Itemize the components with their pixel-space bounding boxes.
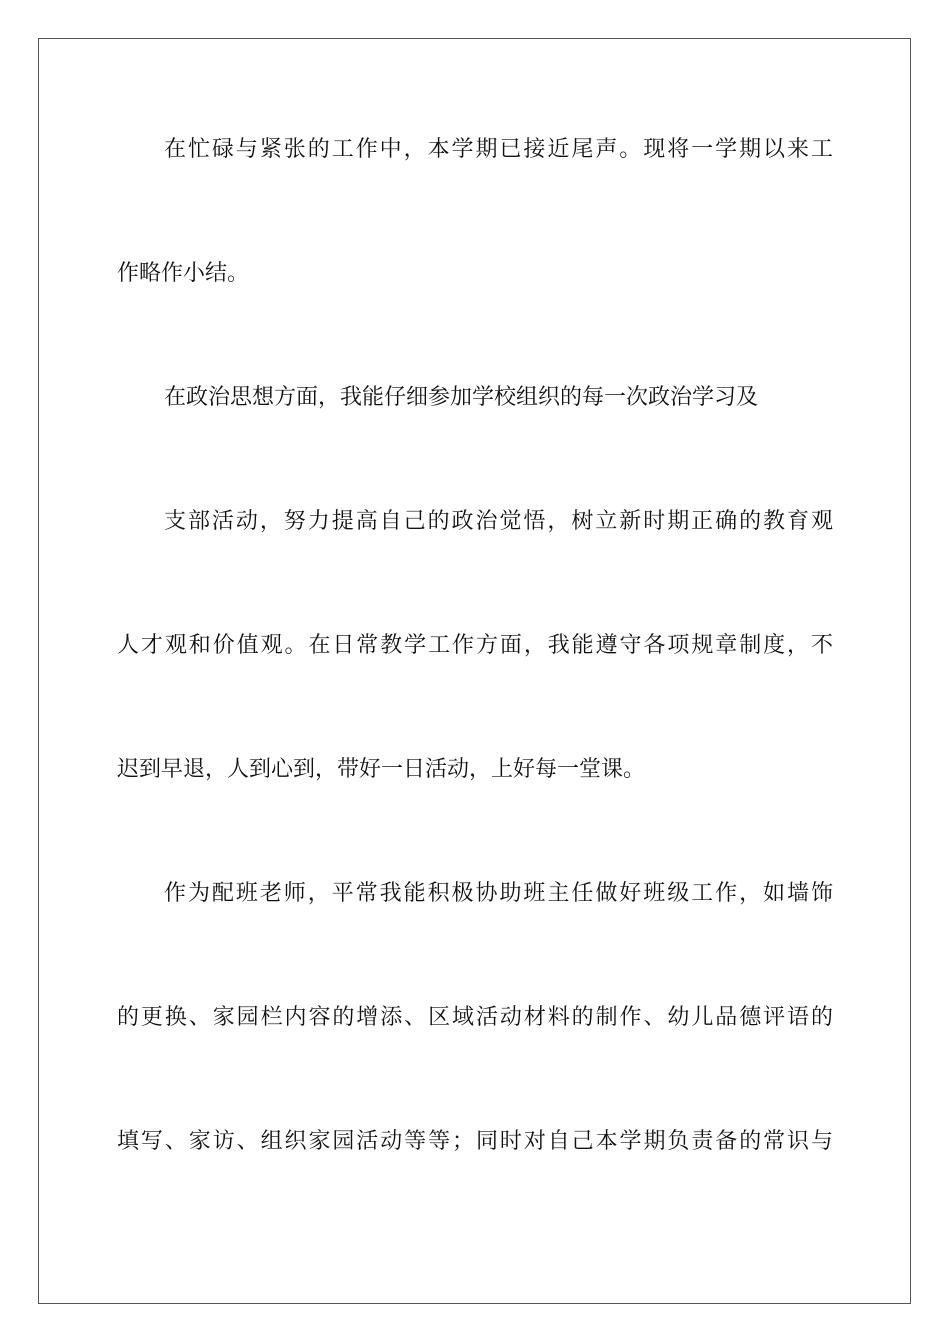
paragraph-2-line-2: 支部活动，努力提高自己的政治觉悟，树立新时期正确的教育观 [164, 509, 833, 534]
paragraph-3-line-3: 填写、家访、组织家园活动等等；同时对自己本学期负责备的常识与 [117, 1129, 833, 1154]
paragraph-1-line-2: 作略作小结。 [117, 261, 250, 286]
paragraph-1-line-1: 在忙碌与紧张的工作中，本学期已接近尾声。现将一学期以来工 [164, 137, 833, 162]
paragraph-2-line-3: 人才观和价值观。在日常教学工作方面，我能遵守各项规章制度，不 [117, 633, 833, 658]
paragraph-3-line-1: 作为配班老师，平常我能积极协助班主任做好班级工作，如墙饰 [164, 881, 833, 906]
paragraph-3-line-2: 的更换、家园栏内容的增添、区域活动材料的制作、幼儿品德评语的 [117, 1005, 833, 1030]
paragraph-2-line-1: 在政治思想方面，我能仔细参加学校组织的每一次政治学习及 [164, 385, 759, 410]
paragraph-2-line-4: 迟到早退，人到心到，带好一日活动，上好每一堂课。 [117, 757, 646, 782]
page-border [38, 38, 911, 1304]
